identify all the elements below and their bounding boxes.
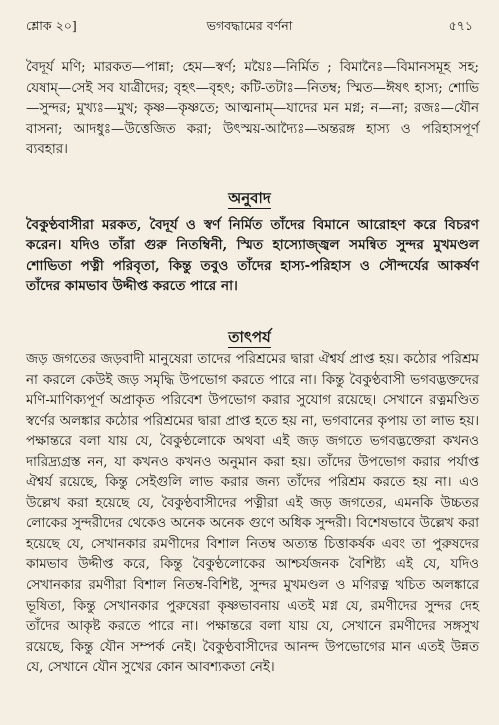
word-for-word-glossary: বৈদূর্য মণি; মারকত—পান্না; হেম—স্বর্ণ; ময়ৈঃ—নির্মিত ; বিমানৈঃ—বিমানসমূহ সহ; যেষাম্—সেই সব যাত্রীদের; বৃহৎ—বৃহৎ; কটি-তটাঃ—নিতম্ব; স্মিত—ঈষৎ হাস্য; শোভি—সুন্দর; মুখ্যঃ—মুখ; কৃষ্ণ—কৃষ্ণতে; আত্মনাম্—যাদের মন মগ্ন; ন—না; রজঃ—যৌন বাসনা; আদধুঃ—উত্তেজিত করা; উৎস্ময়-আদ্যৈঃ—অন্তরঙ্গ হাস্য ও পরিহাসপূর্ণ ব্যবহার। xyxy=(26,60,479,158)
translation-heading-text: অনুবাদ xyxy=(228,189,271,207)
translation-heading xyxy=(0,187,499,212)
running-header xyxy=(26,10,473,36)
purport-heading xyxy=(0,326,499,351)
chapter-title: ভগবদ্ধামের বর্ণনা xyxy=(206,18,293,33)
page-number: ৫৭১ xyxy=(448,18,473,33)
translation-text: বৈকুণ্ঠবাসীরা মরকত, বৈদূর্য ও স্বর্ণ নির্মিত তাঁদের বিমানে আরোহণ করে বিচরণ করেন। যদিও তাঁরা গুরু নিতম্বিনী, স্মিত হাস্যোজ্জ্বল সমন্বিত সুন্দর মুখমণ্ডল শোভিতা পত্নী পরিবৃতা, কিন্তু তবুও তাঁদের হাস্য-পরিহাস ও সৌন্দর্যের আকর্ষণ তাঁদের কামভাব উদ্দীপ্ত করতে পারে না। xyxy=(26,217,479,295)
purport-text: জড় জগতের জড়বাদী মানুষেরা তাদের পরিশ্রমের দ্বারা ঐশ্বর্য প্রাপ্ত হয়। কঠোর পরিশ্রম না করলে কেউই জড় সমৃদ্ধি উপভোগ করতে পারে না। কিন্তু বৈকুণ্ঠবাসী ভগবদ্ভক্তদের মণি-মাণিক্যপূর্ণ অপ্রাকৃত পরিবেশ উপভোগ করার সুযোগ রয়েছে। সেখানে রত্নমণ্ডিত স্বর্ণের অলঙ্কার কঠোর পরিশ্রমের দ্বারা প্রাপ্ত হতে হয় না, ভগবানের কৃপায় তা লাভ হয়। পক্ষান্তরে বলা যায় যে, বৈকুণ্ঠলোকে অথবা এই জড় জগতে ভগবদ্ভক্তেরা কখনও দারিদ্র্যগ্রস্ত নন, যা কখনও কখনও অনুমান করা হয়। তাঁদের উপভোগ করার পর্যাপ্ত ঐশ্বর্য রয়েছে, কিন্তু সেইগুলি লাভ করার জন্য তাঁদের পরিশ্রম করতে হয় না। এও উল্লেখ করা হয়েছে যে, বৈকুণ্ঠবাসীদের পত্নীরা এই জড় জগতের, এমনকি উচ্চতর লোকের সুন্দরীদের থেকেও অনেক অনেক গুণে অধিক সুন্দরী। বিশেষভাবে উল্লেখ করা হয়েছে যে, সেখানকার রমণীদের বিশাল নিতম্ব অত্যন্ত চিত্তাকর্ষক এবং তা পুরুষদের কামভাব উদ্দীপ্ত করে, কিন্তু বৈকুণ্ঠলোকের আশ্চর্যজনক বৈশিষ্ট্য এই যে, যদিও সেখানকার রমণীরা বিশাল নিতম্ব-বিশিষ্ট, সুন্দর মুখমণ্ডল ও মণিরত্ন খচিত অলঙ্কারে ভূষিতা, কিন্তু সেখানকার পুরুষেরা কৃষ্ণভাবনায় এতই মগ্ন যে, রমণীদের সুন্দর দেহ তাঁদের আকৃষ্ট করতে পারে না। পক্ষান্তরে বলা যায় যে, সেখানে রমণীদের সঙ্গসুখ রয়েছে, কিন্তু যৌন সম্পর্ক নেই। বৈকুণ্ঠবাসীদের আনন্দ উপভোগের মান এতই উন্নত যে, সেখানে যৌন সুখের কোন আবশ্যকতা নেই। xyxy=(26,352,479,676)
purport-heading-text: তাৎপর্য xyxy=(228,328,271,346)
verse-reference: শ্লোক ২০] xyxy=(26,18,77,33)
